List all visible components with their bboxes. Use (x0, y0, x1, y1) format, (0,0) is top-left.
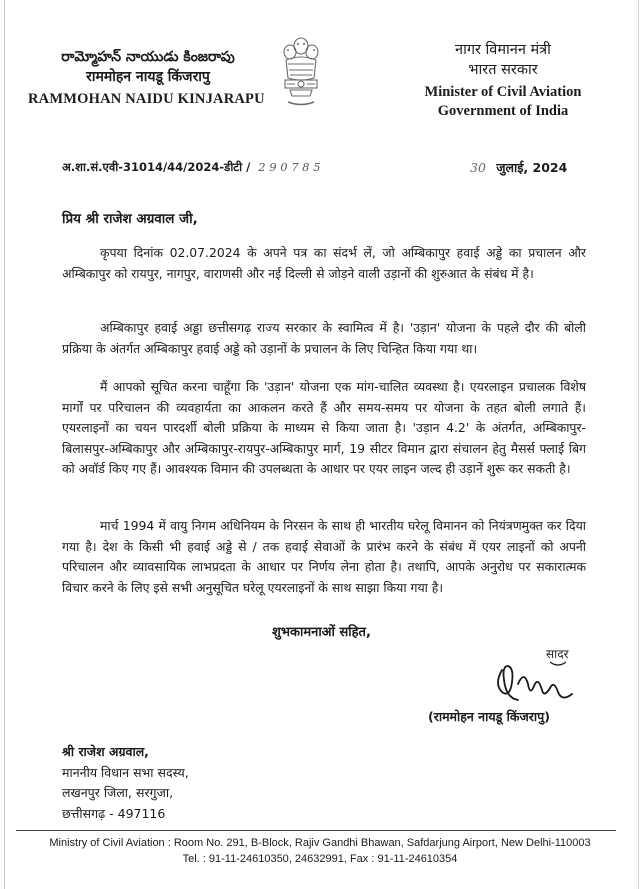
recipient-line: श्री राजेश अग्रवाल, (62, 744, 149, 759)
handwritten-reference: 2 9 0 7 8 5 (258, 160, 321, 174)
closing-line: शुभकामनाओं सहित, (272, 625, 371, 640)
letterhead-right (408, 40, 598, 121)
footer-address: Ministry of Civil Aviation : Room No. 291, B-Block, Rajiv Gandhi Bhawan, Safdarjung Airport, New Delhi-110003 (49, 837, 591, 849)
hindi-government: भारत सरकार (468, 62, 538, 78)
page-edge-right (638, 0, 639, 889)
body-paragraph-1 (62, 243, 586, 284)
recipient-line: माननीय विधान सभा सदस्य, (62, 764, 189, 780)
english-name: RAMMOHAN NAIDU KINJARAPU (28, 91, 265, 107)
page-edge-left (4, 0, 5, 889)
body-paragraph-4 (62, 516, 586, 598)
recipient-line: छत्तीसगढ़ - 497116 (62, 805, 166, 821)
paragraph-text: मार्च 1994 में वायु निगम अधिनियम के निरसन के साथ ही भारतीय घरेलू विमानन को नियंत्रणमुक्त कर दिया गया है। देश के किसी भी हवाई अड्डे से / तक हवाई सेवाओं के प्रारंभ करने के संबंध में एयर लाइनों को अपनी परिचालन और व्यावसायिक लाभप्रदता के आधार पर निर्णय लेना होता है। तथापि, आपके अनुरोध पर सकारात्मक विचार करने के लिए इसे सभी अनुसूचित घरेलू एयरलाइनों के साथ साझा किया गया है। (62, 518, 586, 595)
hindi-designation: नागर विमानन मंत्री (455, 42, 551, 58)
hindi-name: राममोहन नायडू किंजरापु (86, 69, 210, 85)
handwritten-word: सादर (546, 647, 569, 661)
body-paragraph-2 (62, 318, 586, 359)
body-paragraph-3 (62, 377, 586, 480)
paragraph-text: अम्बिकापुर हवाई अड्डा छत्तीसगढ़ राज्य सरकार के स्वामित्व में है। 'उड़ान' योजना के पहले दौर की बोली प्रक्रिया के अंतर्गत अम्बिकापुर हवाई अड्डे को उड़ानों के प्रचालन के लिए चिन्हित किया गया था। (62, 320, 586, 356)
letterhead-left (28, 48, 268, 109)
recipient-address (62, 742, 189, 824)
date-text: जुलाई, 2024 (496, 160, 568, 175)
english-designation: Minister of Civil Aviation (424, 84, 582, 100)
english-government: Government of India (437, 103, 569, 119)
footer-contact: Tel. : 91-11-24610350, 24632991, Fax : 91-11-24610354 (182, 853, 458, 865)
handwritten-signature (488, 640, 588, 710)
footer (16, 835, 624, 867)
national-emblem-icon (278, 34, 324, 116)
recipient-line: लखनपुर जिला, सरगुजा, (62, 785, 174, 800)
handwritten-day: 30 (470, 160, 486, 175)
telugu-name: రామ్మోహన్ నాయుడు కింజరాపు (61, 49, 235, 65)
paragraph-text: मैं आपको सूचित करना चाहूँगा कि 'उड़ान' योजना एक मांग-चालित व्यवस्था है। एयरलाइन प्रचालक विशेष मार्गों पर परिचालन की व्यवहार्यता का आकलन करते हैं और समय-समय पर योजना के तहत बोली लगाते हैं। एयरलाइनों का चयन पारदर्शी बोली प्रक्रिया के माध्यम से किया जाता है। 'उड़ान 4.2' के अंतर्गत, अम्बिकापुर-बिलासपुर-अम्बिकापुर और अम्बिकापुर-रायपुर-अम्बिकापुर मार्ग, 19 सीटर विमान द्वारा संचालन हेतु मैसर्स फ्लाई बिग को अवॉर्ड किए गए हैं। आवश्यक विमान की उपलब्धता के आधार पर एयर लाइन जल्द ही उड़ानें शुरू कर सकती है। (62, 379, 586, 476)
signatory-name: (राममोहन नायडू किंजरापु) (428, 709, 550, 724)
footer-divider (16, 830, 616, 831)
paragraph-text: कृपया दिनांक 02.07.2024 के अपने पत्र का संदर्भ लें, जो अम्बिकापुर हवाई अड्डे का प्रचालन और अम्बिकापुर को रायपुर, नागपुर, वाराणसी और नई दिल्ली से जोड़ने वाली उड़ानों की शुरुआत के संबंध में है। (62, 245, 586, 281)
salutation: प्रिय श्री राजेश अग्रवाल जी, (62, 211, 198, 227)
reference-number (62, 160, 320, 175)
letter-date (470, 159, 567, 176)
reference-text: अ.शा.सं.एवी-31014/44/2024-डीटी / (62, 160, 251, 174)
